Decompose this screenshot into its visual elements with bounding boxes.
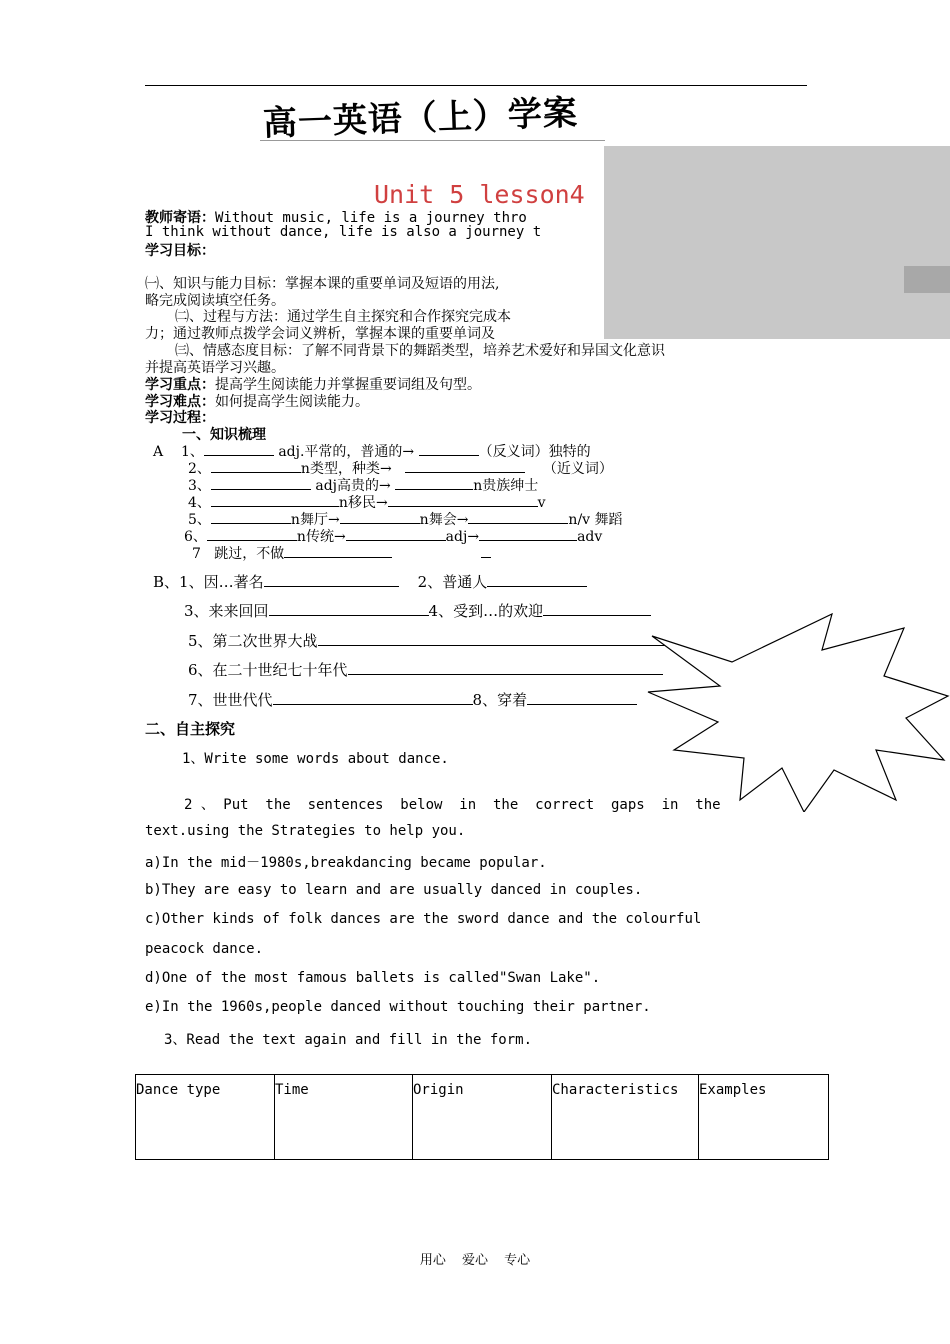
item-b3-b4: 3、来来回回 4、受到…的欢迎	[184, 600, 651, 621]
objectives-label: 学习目标：	[145, 243, 215, 259]
focus-text: 提高学生阅读能力并掌握重要词组及句型。	[215, 377, 481, 393]
item-b7-b8: 7、世世代代 8、穿着	[188, 689, 637, 710]
sentence-d: d)One of the most famous ballets is called"Swan Lake".	[145, 970, 601, 986]
header-characteristics: Characteristics	[552, 1075, 699, 1160]
motto-line-2: I think without dance, life is also a journey t	[145, 224, 542, 240]
difficulty-label: 学习难点：	[145, 394, 215, 410]
sentence-c-line-1: c)Other kinds of folk dances are the sword dance and the colourful	[145, 911, 702, 927]
header-dance-type: Dance type	[136, 1075, 275, 1160]
footer	[0, 1249, 950, 1268]
page-title: 高一英语（上）学案	[262, 93, 579, 144]
motto-label: 教师寄语：	[145, 210, 215, 226]
item-b5: 5、第二次世界大战	[188, 630, 668, 651]
objective-2-line-1: ㈡、过程与方法：通过学生自主探究和合作探究完成本	[175, 309, 511, 325]
question-1: 1、Write some words about dance.	[182, 751, 449, 767]
dance-form-table	[135, 1074, 829, 1160]
header-rule	[145, 85, 807, 86]
motto-text-1: Without music, life is a journey thro	[215, 210, 527, 226]
objective-3-line-1: ㈢、情感态度目标：了解不同背景下的舞蹈类型，培养艺术爱好和异国文化意识	[175, 343, 665, 359]
header-examples: Examples	[699, 1075, 829, 1160]
objective-3-line-2: 并提高英语学习兴趣。	[145, 360, 285, 376]
item-a4: 4、 n移民→ v	[188, 495, 546, 511]
b-label: B、	[153, 573, 180, 591]
blank[interactable]	[395, 477, 473, 490]
blank[interactable]	[273, 692, 473, 705]
question-3: 3、Read the text again and fill in the form.	[164, 1032, 533, 1048]
item-a1: A 1、 adj.平常的，普通的→ （反义词）独特的	[153, 444, 591, 460]
blank[interactable]	[348, 662, 663, 675]
process-label: 学习过程：	[145, 410, 215, 426]
gray-overlay-tab	[904, 266, 950, 293]
blank[interactable]	[211, 494, 339, 507]
footer-word-3: 专心	[504, 1253, 531, 1268]
item-b6: 6、在二十世纪七十年代	[188, 659, 663, 680]
blank[interactable]	[264, 574, 399, 587]
blank[interactable]	[405, 460, 525, 473]
item-b1-b2: B、1、因…著名 2、普通人	[153, 571, 587, 592]
sentence-a: a)In the mid－1980s,breakdancing became popular.	[145, 855, 547, 871]
footer-word-2: 爱心	[461, 1253, 488, 1268]
title-underline	[260, 140, 605, 141]
sentence-e: e)In the 1960s,people danced without touching their partner.	[145, 999, 651, 1015]
sentence-c-line-2: peacock dance.	[145, 941, 264, 957]
blank[interactable]	[204, 443, 274, 456]
blank[interactable]	[211, 511, 291, 524]
header-time: Time	[275, 1075, 413, 1160]
blank[interactable]	[527, 692, 637, 705]
item-a6: 6、 n传统→ adj→ adv	[184, 529, 603, 545]
question-2-line-2: text.using the Strategies to help you.	[145, 823, 466, 839]
a-label: A	[153, 444, 164, 460]
blank[interactable]	[269, 603, 429, 616]
blank[interactable]	[284, 545, 392, 558]
sentence-b: b)They are easy to learn and are usually danced in couples.	[145, 882, 643, 898]
starburst-shape	[644, 600, 950, 812]
section-2-title: 二、自主探究	[145, 720, 236, 738]
blank[interactable]	[479, 528, 577, 541]
unit-title: Unit 5 lesson4	[374, 180, 585, 209]
blank[interactable]	[481, 545, 491, 558]
difficulty-text: 如何提高学生阅读能力。	[215, 394, 369, 410]
blank[interactable]	[207, 528, 297, 541]
blank[interactable]	[487, 574, 587, 587]
item-a5: 5、 n舞厅→ n舞会→ n/v 舞蹈	[188, 512, 623, 528]
objective-1-line-1: ㈠、知识与能力目标：掌握本课的重要单词及短语的用法,	[145, 276, 500, 292]
blank[interactable]	[318, 633, 668, 646]
blank[interactable]	[419, 443, 479, 456]
blank[interactable]	[543, 603, 651, 616]
blank[interactable]	[211, 477, 311, 490]
table-header-row	[136, 1075, 829, 1160]
blank[interactable]	[388, 494, 538, 507]
blank[interactable]	[340, 511, 420, 524]
blank[interactable]	[346, 528, 446, 541]
focus-label: 学习重点：	[145, 377, 215, 393]
header-origin: Origin	[413, 1075, 552, 1160]
item-a7: 7 跳过，不做	[192, 543, 491, 563]
blank[interactable]	[211, 460, 301, 473]
objective-1-line-2: 略完成阅读填空任务。	[145, 293, 285, 309]
section-1-title: 一、知识梳理	[182, 427, 266, 443]
footer-word-1: 用心	[419, 1253, 446, 1268]
blank[interactable]	[468, 511, 568, 524]
gray-overlay-box	[604, 146, 950, 339]
item-a2: 2、 n类型，种类→ （近义词）	[188, 461, 613, 477]
item-a3: 3、 adj高贵的→ n贵族绅士	[188, 478, 539, 494]
objective-2-line-2: 力；通过教师点拨学会词义辨析，掌握本课的重要单词及	[145, 326, 495, 342]
question-2-line-1: 2 、 Put the sentences below in the correct gaps in the	[184, 797, 721, 813]
